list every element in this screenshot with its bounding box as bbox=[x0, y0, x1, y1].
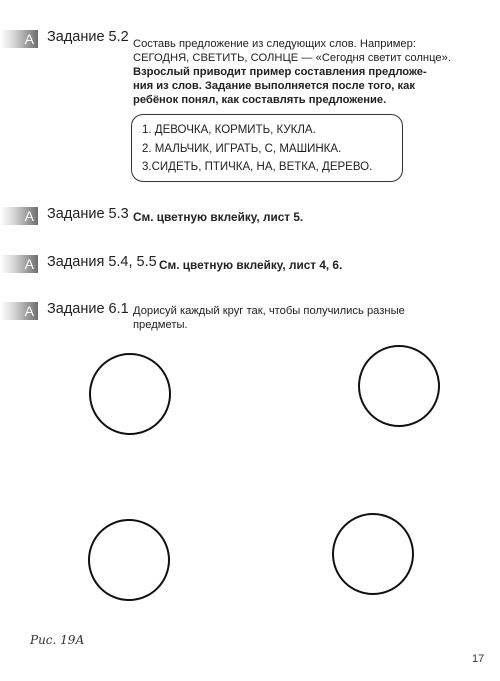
task-6-1-title: Задание 6.1 bbox=[47, 301, 129, 317]
section-badge: А bbox=[0, 255, 38, 273]
drawing-circle[interactable] bbox=[88, 519, 170, 601]
drawing-circle[interactable] bbox=[332, 513, 414, 595]
task-5-2-title: Задание 5.2 bbox=[47, 29, 129, 45]
parent-note-line: ребёнок понял, как составлять предложение. bbox=[133, 94, 387, 106]
task-5-2-instructions bbox=[133, 37, 463, 107]
word-list-box bbox=[131, 114, 403, 182]
instruction-example: СЕГОДНЯ, СВЕТИТЬ, СОЛНЦЕ — «Сегодня светит солнце». bbox=[133, 52, 451, 64]
task-5-4-5-5-title: Задания 5.4, 5.5 bbox=[47, 254, 157, 270]
instruction-line: Дорисуй каждый круг так, чтобы получились разные bbox=[133, 305, 405, 317]
section-badge: А bbox=[0, 30, 38, 48]
task-6-1-instructions bbox=[133, 304, 463, 332]
drawing-circle[interactable] bbox=[358, 345, 440, 427]
drawing-circle[interactable] bbox=[89, 353, 171, 435]
word-list-item: 3.СИДЕТЬ, ПТИЧКА, НА, ВЕТКА, ДЕРЕВО. bbox=[142, 161, 373, 173]
section-badge: А bbox=[0, 207, 38, 225]
word-list-item: 2. МАЛЬЧИК, ИГРАТЬ, С, МАШИНКА. bbox=[142, 142, 342, 155]
instruction-line: предметы. bbox=[133, 319, 188, 331]
word-list-item: 1. ДЕВОЧКА, КОРМИТЬ, КУКЛА. bbox=[142, 124, 316, 136]
parent-note-line: Взрослый приводит пример составления предложе- bbox=[133, 66, 427, 78]
task-5-3-text: См. цветную вклейку, лист 5. bbox=[133, 210, 304, 224]
section-badge: А bbox=[0, 302, 38, 320]
page-number: 17 bbox=[472, 653, 485, 665]
task-5-4-5-5-text: См. цветную вклейку, лист 4, 6. bbox=[159, 258, 343, 272]
parent-note-line: ния из слов. Задание выполняется после того, как bbox=[133, 80, 415, 92]
task-5-3-title: Задание 5.3 bbox=[47, 206, 129, 222]
instruction-line: Составь предложение из следующих слов. Например: bbox=[133, 38, 416, 50]
figure-caption: Рис. 19А bbox=[30, 633, 85, 647]
